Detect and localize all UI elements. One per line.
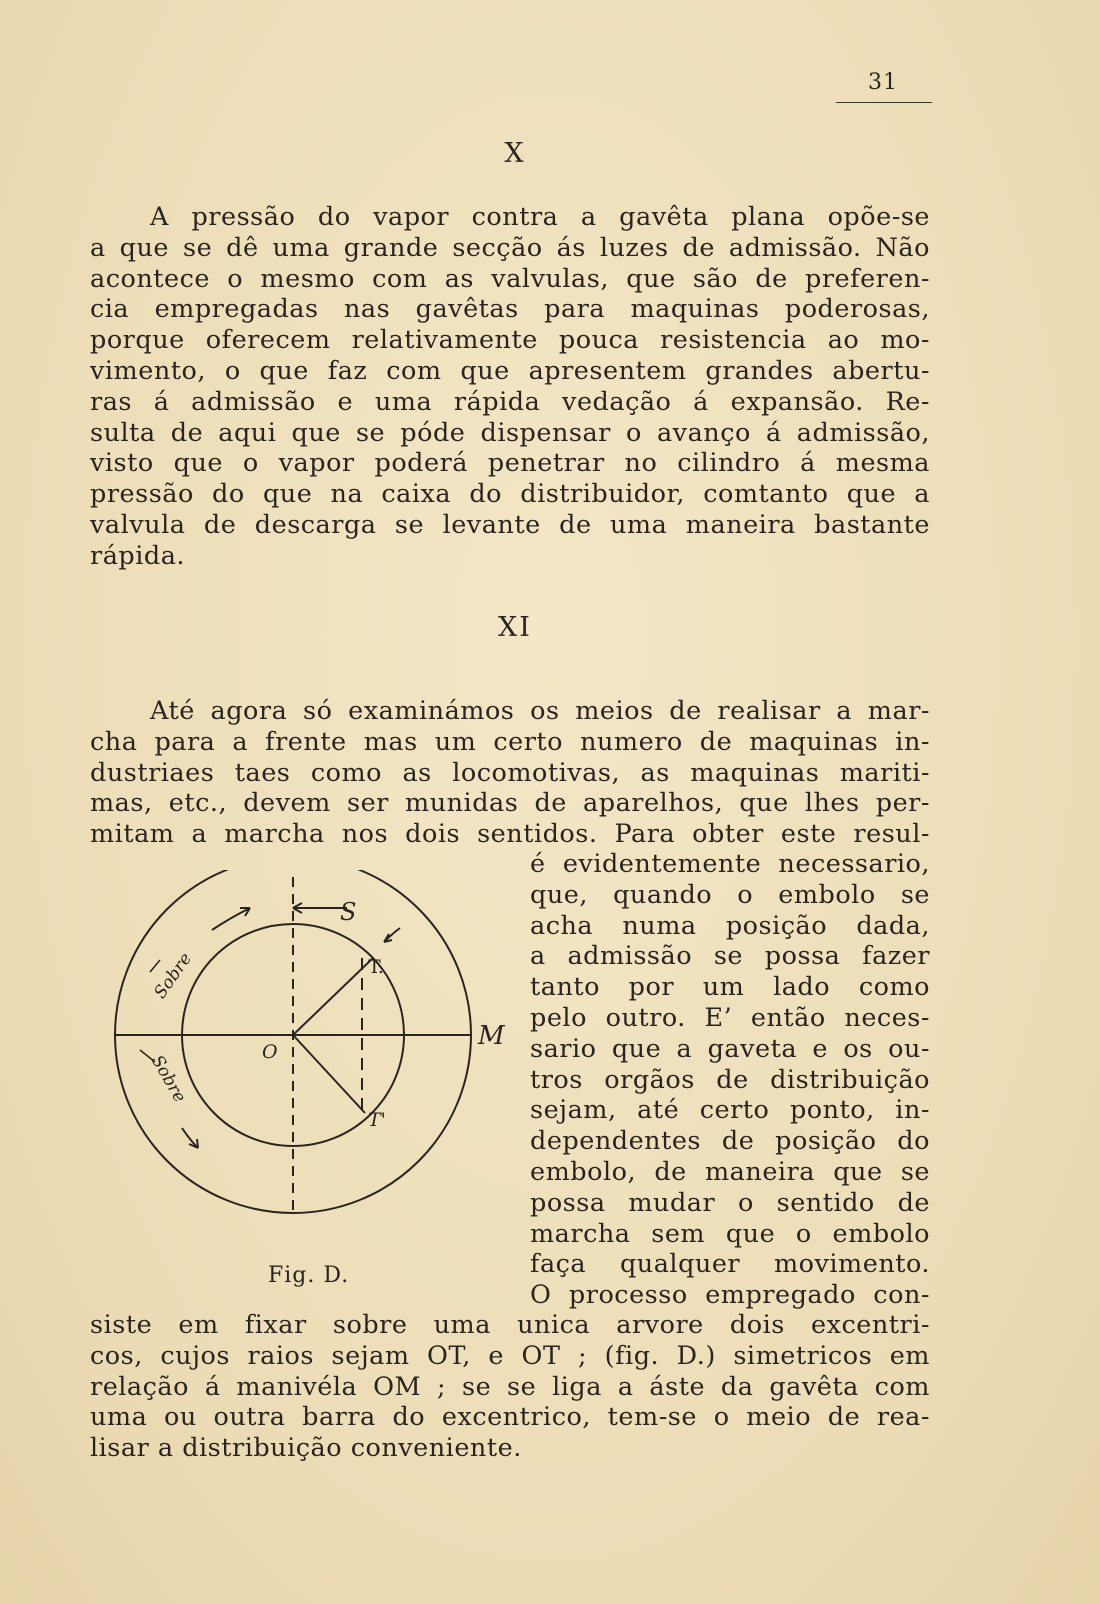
text-line: a que se dê uma grande secção ás luzes de admissão. Não: [90, 232, 930, 263]
text-line: embolo, de maneira que se: [530, 1156, 930, 1187]
paragraph-section-x: [90, 202, 930, 572]
text-line: dependentes de posição do: [530, 1126, 930, 1157]
text-line: mas, etc., devem ser munidas de aparelhos, que lhes per-: [90, 788, 930, 819]
text-line: sario que a gaveta e os ou-: [530, 1033, 930, 1064]
arrow-top-right: [384, 928, 400, 942]
text-line: tros orgãos de distribuição: [530, 1064, 930, 1095]
text-line: dustriaes taes como as locomotivas, as maquinas mariti-: [90, 757, 930, 788]
text-line: cha para a frente mas um certo numero de maquinas in-: [90, 726, 930, 757]
text-line: vimento, o que faz com que apresentem grandes abertu-: [90, 355, 930, 386]
radius-ot-prime: [293, 1035, 365, 1113]
text-line: porque oferecem relativamente pouca resistencia ao mo-: [90, 325, 930, 356]
text-line: lisar a distribuição conveniente.: [90, 1433, 522, 1464]
text-line: marcha sem que o embolo: [530, 1218, 930, 1249]
text-line: faça qualquer movimento.: [530, 1249, 930, 1280]
text-line: rápida.: [90, 540, 186, 571]
text-line: valvula de descarga se levante de uma maneira bastante: [90, 509, 930, 540]
text-line: uma ou outra barra do excentrico, tem-se o meio de rea-: [90, 1402, 930, 1433]
text-line: pelo outro. E’ então neces-: [530, 1002, 930, 1033]
arrow-bottom-left: [182, 1128, 198, 1148]
paragraph-section-xi-bottom: [90, 1310, 930, 1464]
text-line: possa mudar o sentido de: [530, 1187, 930, 1218]
text-line: visto que o vapor poderá penetrar no cilindro á mesma: [90, 448, 930, 479]
paragraph-section-xi-top: [90, 696, 930, 850]
page-number: 31: [868, 70, 898, 95]
page-number-rule: [836, 102, 932, 103]
text-line: pressão do que na caixa do distribuidor, comtanto que a: [90, 479, 930, 510]
script-mark-upper: Sobre: [150, 949, 196, 1003]
script-marks: [140, 960, 160, 1062]
text-line: A pressão do vapor contra a gavêta plana opõe-se: [150, 202, 930, 232]
script-mark-lower: Sobre: [146, 1051, 190, 1107]
label-t: T.: [368, 956, 384, 978]
label-t-prime: T': [368, 1109, 386, 1131]
text-line: mitam a marcha nos dois sentidos. Para obter este resul-: [90, 819, 930, 850]
text-line: é evidentemente necessario,: [530, 849, 930, 879]
text-line: ras á admissão e uma rápida vedação á expansão. Re-: [90, 386, 930, 417]
text-line: tanto por um lado como: [530, 972, 930, 1003]
text-line: sejam, até certo ponto, in-: [530, 1095, 930, 1126]
text-line: a admissão se possa fazer: [530, 941, 930, 972]
text-line: cos, cujos raios sejam OT, e OT ; (fig. D.) simetricos em: [90, 1340, 930, 1371]
label-s: S: [340, 898, 357, 926]
text-line: que, quando o embolo se: [530, 879, 930, 910]
text-line: Até agora só examinámos os meios de realisar a mar-: [150, 696, 930, 726]
text-line: acontece o mesmo com as valvulas, que são de preferen-: [90, 263, 930, 294]
label-o: O: [262, 1041, 278, 1063]
text-line: relação á manivéla OM ; se se liga a áste da gavêta com: [90, 1371, 930, 1402]
text-line: O processo empregado con-: [530, 1280, 930, 1311]
outer-circle: [115, 870, 471, 1213]
text-line: cia empregadas nas gavêtas para maquinas poderosas,: [90, 294, 930, 325]
arrow-top-left: [212, 908, 250, 930]
paragraph-section-xi-wrap: [530, 849, 930, 1311]
section-heading-x: X: [504, 138, 526, 169]
arrow-s: [293, 908, 346, 910]
label-m: M: [478, 1021, 505, 1051]
text-line: siste em fixar sobre uma unica arvore dois excentri-: [90, 1310, 930, 1340]
figure-caption: Fig. D.: [268, 1263, 350, 1288]
figure-d-diagram: [100, 870, 520, 1250]
text-line: acha numa posição dada,: [530, 910, 930, 941]
section-heading-xi: XI: [498, 612, 532, 643]
text-line: sulta de aqui que se póde dispensar o avanço á admissão,: [90, 417, 930, 448]
